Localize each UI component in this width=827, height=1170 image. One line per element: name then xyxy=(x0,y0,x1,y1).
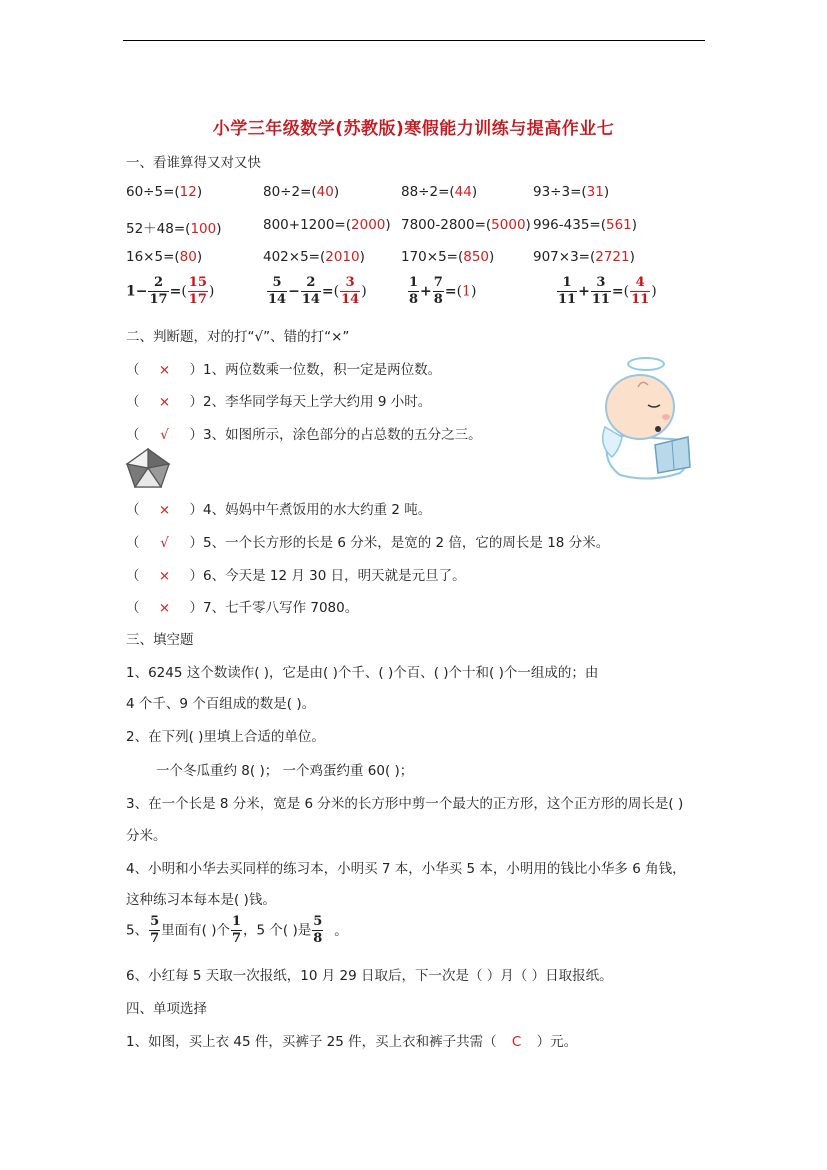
fill-question-5: 5、 $\frac{5}{7}$ 里面有( )个 $\frac{1}{7}$ ，5 个( )是 $\frac{5}{8}$ 。 xyxy=(126,914,348,946)
answer-value: 561 xyxy=(605,217,632,233)
calc-item: 88÷2=(44) xyxy=(401,184,478,200)
fill-question-2b: 一个冬瓜重约 8( )； 一个鸡蛋约重 60( )； xyxy=(156,763,414,779)
calc-item: 402×5=(2010) xyxy=(263,249,365,265)
fill-question-3b: 分米。 xyxy=(126,828,167,844)
fraction-problem-3: $\frac{1}{8}$ + $\frac{7}{8}$ =(1) xyxy=(409,275,477,307)
section2-heading: 二、判断题，对的打“√”、错的打“×” xyxy=(126,329,350,345)
calc-item: 800+1200=(2000) xyxy=(263,217,391,233)
judgement-item: （ √ ）3、如图所示，涂色部分的占总数的五分之三。 xyxy=(126,427,482,443)
fill-question-6: 6、小红每 5 天取一次报纸，10 月 29 日取后，下一次是（ ）月（ ）日取报纸。 xyxy=(126,968,613,984)
answer-value: 40 xyxy=(316,184,334,200)
section4-heading: 四、单项选择 xyxy=(126,1001,207,1017)
calc-item: 52＋48=(100) xyxy=(126,221,222,237)
section3-heading: 三、填空题 xyxy=(126,632,194,648)
choice-question-1: 1、如图，买上衣 45 件，买裤子 25 件，买上衣和裤子共需（ C ）元。 xyxy=(126,1034,578,1050)
judgement-mark: × xyxy=(158,502,171,518)
fraction-problem-2: $\frac{5}{14}$ − $\frac{2}{14}$ =( $\frac{3}{14}$ ) xyxy=(268,275,367,307)
choice-answer: C xyxy=(511,1034,522,1050)
judgement-mark: √ xyxy=(160,535,169,551)
answer-value: 5000 xyxy=(491,217,526,233)
baby-angel-illustration xyxy=(600,365,700,485)
judgement-item: （ √ ）5、一个长方形的长是 6 分米，是宽的 2 倍，它的周长是 18 分米。 xyxy=(126,535,610,551)
calc-item: 907×3=(2721) xyxy=(533,249,635,265)
judgement-item: （ × ）6、今天是 12 月 30 日，明天就是元旦了。 xyxy=(126,568,466,584)
fill-question-4b: 这种练习本每本是( )钱。 xyxy=(126,892,276,908)
answer-value: 31 xyxy=(586,184,604,200)
section1-heading: 一、看谁算得又对又快 xyxy=(126,155,261,171)
calc-item: 170×5=(850) xyxy=(401,249,495,265)
answer-value: 80 xyxy=(179,249,197,265)
shaded-pentagon-figure xyxy=(125,447,171,489)
fill-question-1b: 4 个千、9 个百组成的数是( )。 xyxy=(126,696,316,712)
answer-value: 100 xyxy=(190,221,217,237)
answer-value: 850 xyxy=(463,249,490,265)
answer-value: 2010 xyxy=(325,249,360,265)
calc-item: 60÷5=(12) xyxy=(126,184,203,200)
answer-value: 1 xyxy=(462,283,471,300)
calc-item: 7800-2800=(5000) xyxy=(401,217,531,233)
answer-value: 2721 xyxy=(595,249,630,265)
calc-item: 93÷3=(31) xyxy=(533,184,610,200)
answer-value: 12 xyxy=(179,184,197,200)
fraction-problem-1: 1− $\frac{2}{17}$ =( $\frac{15}{17}$ ) xyxy=(126,275,215,307)
judgement-mark: × xyxy=(158,394,171,410)
page-title: 小学三年级数学(苏教版)寒假能力训练与提高作业七 xyxy=(212,119,615,139)
calc-item: 996-435=(561) xyxy=(533,217,638,233)
judgement-item: （ × ）7、七千零八写作 7080。 xyxy=(126,600,359,616)
judgement-item: （ × ）2、李华同学每天上学大约用 9 小时。 xyxy=(126,394,432,410)
fill-question-2: 2、在下列( )里填上合适的单位。 xyxy=(126,729,325,745)
calc-item: 80÷2=(40) xyxy=(263,184,340,200)
judgement-item: （ × ）4、妈妈中午煮饭用的水大约重 2 吨。 xyxy=(126,502,432,518)
fill-question-4a: 4、小明和小华去买同样的练习本，小明买 7 本，小华买 5 本，小明用的钱比小华多 6 角钱， xyxy=(126,861,686,877)
answer-fraction: $\frac{4}{11}$ xyxy=(631,275,650,307)
answer-value: 44 xyxy=(454,184,472,200)
fill-question-3a: 3、在一个长是 8 分米，宽是 6 分米的长方形中剪一个最大的正方形，这个正方形的周长是( ) xyxy=(126,796,684,812)
answer-value: 2000 xyxy=(351,217,386,233)
judgement-mark: × xyxy=(158,568,171,584)
calc-item: 16×5=(80) xyxy=(126,249,203,265)
judgement-item: （ × ）1、两位数乘一位数，积一定是两位数。 xyxy=(126,362,442,378)
header-rule xyxy=(123,40,705,41)
judgement-mark: × xyxy=(158,362,171,378)
answer-fraction: $\frac{15}{17}$ xyxy=(188,275,207,307)
judgement-mark: √ xyxy=(160,427,169,443)
judgement-mark: × xyxy=(158,600,171,616)
fraction-problem-4: $\frac{1}{11}$ + $\frac{3}{11}$ =( $\frac{4}{11}$ ) xyxy=(558,275,657,307)
answer-fraction: $\frac{3}{14}$ xyxy=(341,275,360,307)
fill-question-1a: 1、6245 这个数读作( )，它是由( )个千、( )个百、( )个十和( )个一组成的；由 xyxy=(126,665,599,681)
